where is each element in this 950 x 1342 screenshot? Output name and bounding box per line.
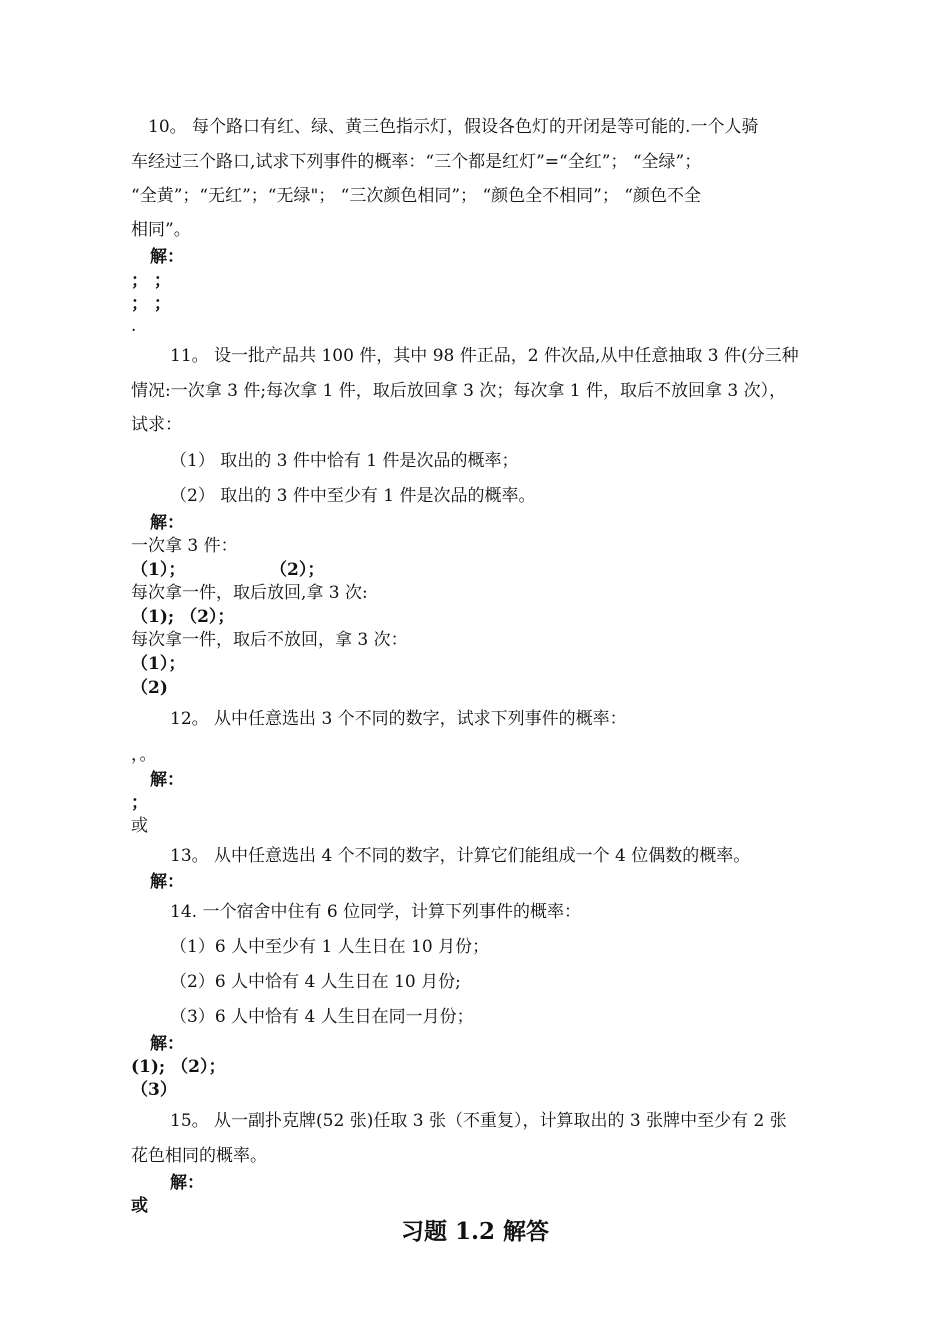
- q12-answer-2: 或: [131, 816, 148, 836]
- q15-solution-label: 解：: [170, 1173, 204, 1193]
- q10-solution-label: 解：: [150, 247, 184, 267]
- q11-case-3: 每次拿一件，取后不放回，拿 3 次：: [131, 630, 408, 650]
- q11-case-1-answer-1: （1）；: [131, 560, 186, 580]
- q13-line-1: 13。 从中任意选出 4 个不同的数字，计算它们能组成一个 4 位偶数的概率。: [170, 846, 751, 866]
- q11-case-2: 每次拿一件，取后放回,拿 3 次:: [131, 583, 368, 603]
- q11-case-2-answers: （1); （2）；: [131, 607, 235, 627]
- q11-solution-label: 解：: [150, 513, 184, 533]
- q12-answer-1: ；: [131, 793, 148, 813]
- q11-case-3-answer-1: （1）；: [131, 654, 186, 674]
- q14-answer-1: (1); （2）；: [131, 1057, 226, 1077]
- q14-item-1: （1）6 人中至少有 1 人生日在 10 月份；: [170, 937, 490, 957]
- section-title: 习题 1.2 解答: [400, 1218, 550, 1245]
- q11-line-2: 情况:一次拿 3 件;每次拿 1 件，取后放回拿 3 次；每次拿 1 件，取后不放回拿 3 次），: [131, 381, 787, 401]
- q12-line-2: ，。: [131, 745, 157, 765]
- q10-line-2: 车经过三个路口,试求下列事件的概率：“三个都是红灯”=“全红”； “全绿”；: [131, 152, 702, 172]
- q14-answer-2: （3）: [131, 1080, 177, 1100]
- q11-line-1: 11。 设一批产品共 100 件，其中 98 件正品，2 件次品,从中任意抽取 3 件(分三种: [170, 346, 799, 366]
- q11-line-3: 试求：: [131, 415, 182, 435]
- q10-answer-2: ； ；: [131, 294, 171, 314]
- q14-solution-label: 解：: [150, 1034, 184, 1054]
- q12-solution-label: 解：: [150, 770, 184, 790]
- q15-answer-1: 或: [131, 1196, 148, 1216]
- q15-line-2: 花色相同的概率。: [131, 1146, 267, 1166]
- q11-case-1: 一次拿 3 件：: [131, 536, 238, 556]
- q14-line-1: 14. 一个宿舍中住有 6 位同学，计算下列事件的概率：: [170, 902, 582, 922]
- q10-answer-3: .: [131, 316, 137, 336]
- q10-line-3: “全黄”；“无红”；“无绿"； “三次颜色相同”； “颜色全不相同”； “颜色不全: [131, 186, 701, 206]
- q14-item-3: （3）6 人中恰有 4 人生日在同一月份；: [170, 1007, 474, 1027]
- q14-item-2: （2）6 人中恰有 4 人生日在 10 月份;: [170, 972, 461, 992]
- q11-case-3-answer-2: （2): [131, 678, 168, 698]
- q10-answer-1: ； ；: [131, 271, 171, 291]
- q10-line-1: 10。 每个路口有红、绿、黄三色指示灯，假设各色灯的开闭是等可能的.一个人骑: [148, 117, 759, 137]
- q13-solution-label: 解：: [150, 872, 184, 892]
- q11-case-1-answer-2: （2）；: [270, 560, 325, 580]
- q11-item-2: （2） 取出的 3 件中至少有 1 件是次品的概率。: [170, 486, 536, 506]
- q10-line-4: 相同”。: [131, 220, 191, 240]
- q15-line-1: 15。 从一副扑克牌(52 张)任取 3 张（不重复），计算取出的 3 张牌中至少有 2 张: [170, 1111, 787, 1131]
- q12-line-1: 12。 从中任意选出 3 个不同的数字，试求下列事件的概率：: [170, 709, 627, 729]
- q11-item-1: （1） 取出的 3 件中恰有 1 件是次品的概率；: [170, 451, 519, 471]
